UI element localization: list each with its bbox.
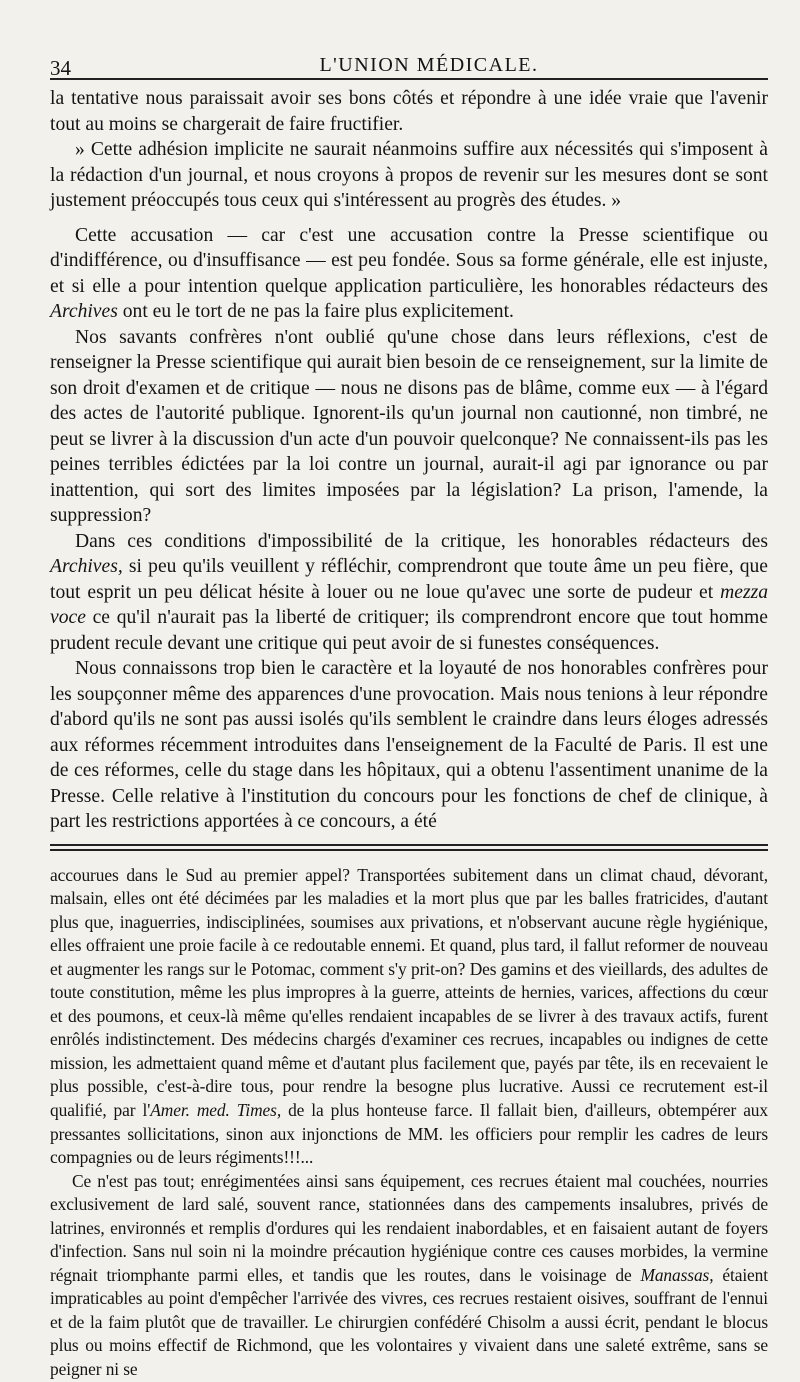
paragraph: Nos savants confrères n'ont oublié qu'une chose dans leurs réflexions, c'est de renseigner la Presse scientifique qui aurait bien besoin de ce renseignement, sur la limite de son droit d'examen et de critique — nous ne disons pas de blâme, comme eux — à l'égard des actes de l'autorité publique. Ignorent-ils qu'un journal non cautionné, non timbré, ne peut se livrer à la discussion d'un acte d'un pouvoir quelconque? Ne connaissent-ils pas les peines terribles édictées par la loi contre un journal, aurait-il agi par ignorance ou par inattention, qui sort des limites imposées par la législation? La prison, l'amende, la suppression?	[50, 326, 768, 526]
main-text	[50, 86, 768, 835]
text-run: accourues dans le Sud au premier appel? Transportées subitement dans un climat chaud, dévorant, malsain, elles ont été décimées par les maladies et la mort plus que par les balles fratricides, d'autant plus que, inaguerries, indisciplinées, soumises aux privations, et n'observant aucune règle hygiénique, elles offraient une proie facile à ce redoutable ennemi. Et quand, plus tard, il fallut reformer de nouveau et augmenter les rangs sur le Potomac, comment s'y prit-on? Des gamins et des vieillards, des adultes de toute constitution, même les plus impropres à la guerre, atteints de hernies, varices, affections du cœur et des poumons, et ceux-là même qu'elles rendaient incapables de se livrer à des travaux actifs, furent enrôlés indistinctement. Des médecins chargés d'examiner ces recrues, incapables ou indignes de cette mission, les admettaient quand même et d'autant plus facilement que, payés par tête, ils en recevaient le plus possible, c'est-à-dire tous, pour rendre la besogne plus lucrative. Aussi ce recrutement est-il qualifié, par l'	[50, 864, 768, 1120]
paragraph: Nous connaissons trop bien le caractère et la loyauté de nos honorables confrères pour les soupçonner même des apparences d'une provocation. Mais nous tenions à leur répondre d'abord qu'ils ne sont pas aussi isolés qu'ils semblent le craindre dans leurs éloges adressés aux réformes récemment introduites dans l'enseignement de la Faculté de Paris. Il est une de ces réformes, celle du stage dans les hôpitaux, qui a obtenu l'assentiment unanime de la Presse. Celle relative à l'institution du concours pour les fonctions de chef de clinique, à part les restrictions apportées à ce concours, a été	[50, 658, 768, 832]
running-title: L'UNION MÉDICALE.	[319, 54, 539, 76]
footnote-paragraph	[50, 864, 768, 1170]
text-run: de la plus honteuse farce. Il fallait bien, d'ailleurs, obtempérer aux pressantes sollicitations, sinon aux injonctions de MM. les officiers pour remplir les cadres de leurs compagnies ou de leurs régiments!!!...	[50, 1099, 769, 1168]
paragraph-quote: » Cette adhésion implicite ne saurait néanmoins suffire aux nécessités qui s'imposent à la rédaction d'un journal, et nous croyons à propos de revenir sur les mesures dont se sont justement préoccupés tous ceux qui s'intéressent au progrès des études. »	[50, 139, 768, 211]
text-run: si peu qu'ils veuillent y réfléchir, comprendront que toute âme un peu fière, que tout esprit un peu délicat hésite à louer ou ne loue qu'avec une sorte de pudeur et	[50, 556, 768, 603]
text-run: Ce n'est pas tout; enrégimentées ainsi sans équipement, ces recrues étaient mal couchées, nourries exclusivement de lard salé, souvent rance, stationnées dans des campements insalubres, privés de latrines, environnés et remplis d'ordures qui les rendaient inabordables, et en faisaient autant de foyers d'infection. Sans nul soin ni la moindre précaution hygiénique contre ces causes morbides, la vermine régnait triomphante parmi elles, et tandis que les routes, dans le voisinage de	[50, 1170, 768, 1285]
italic-run: Archives,	[50, 556, 123, 577]
footnote-text	[50, 864, 768, 1382]
footnote-paragraph	[50, 1170, 768, 1382]
text-run: ont eu le tort de ne pas la faire plus explicitement.	[117, 301, 514, 322]
section-divider	[50, 844, 768, 851]
page-header	[50, 44, 768, 78]
paragraph	[50, 529, 768, 657]
italic-run: Manassas,	[640, 1264, 714, 1285]
paragraph	[50, 223, 768, 325]
italic-run: Amer. med. Times,	[150, 1099, 282, 1120]
paragraph: la tentative nous paraissait avoir ses bons côtés et répondre à une idée vraie que l'avenir tout au moins se chargerait de faire fructifier.	[50, 88, 768, 135]
text-run: Dans ces conditions d'impossibilité de la critique, les honorables rédacteurs des	[75, 530, 768, 552]
text-run: ce qu'il n'aurait pas la liberté de critiquer; ils comprendront encore que tout homme prudent recule devant une critique qui peut avoir de si funestes conséquences.	[50, 607, 768, 654]
italic-run: Archives	[50, 301, 118, 322]
header-rule	[50, 78, 768, 80]
italic-run: mezza voce	[50, 581, 768, 628]
text-run: étaient impraticables au point d'empêcher l'arrivée des vivres, ces recrues restaient oisives, souffrant de l'ennui et de la faim plutôt que de travailler. Le chirurgien confédéré Chisolm a aussi écrit, pendant le blocus plus ou moins effectif de Richmond, que les volontaires y vivaient dans une saleté extrême, sans se peigner ni se	[50, 1264, 768, 1379]
text-run: Cette accusation — car c'est une accusation contre la Presse scientifique ou d'indifférence, ou d'insuffisance — est peu fondée. Sous sa forme générale, elle est injuste, et si elle a pour intention quelque application particulière, les honorables rédacteurs des	[50, 224, 768, 297]
page-number: 34	[50, 56, 71, 80]
